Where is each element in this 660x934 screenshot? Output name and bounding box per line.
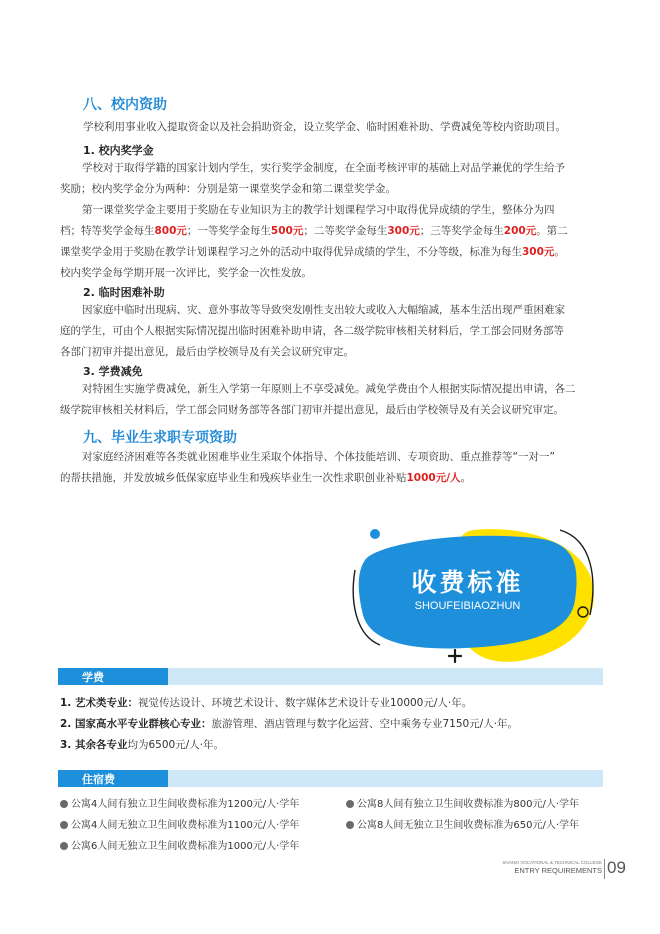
- dorm-header: 住宿费: [82, 773, 115, 786]
- tuition-header: 学费: [82, 671, 104, 684]
- section-8-title: 八、校内资助: [83, 97, 167, 113]
- dorm-item: 公寓4人间无独立卫生间收费标准为1100元/人·学年: [60, 816, 299, 831]
- section-9-paragraph: 对家庭经济困难等各类就业困难毕业生采取个体指导、个体技能培训、专项资助、重点推荐等“一对一” 的帮扶措施，并发放城乡低保家庭毕业生和残疾毕业生一次性求职创业补贴1000元/人。: [60, 451, 555, 484]
- job-subsidy-amount: 1000元/人: [406, 472, 461, 484]
- tuition-header-bar: [58, 668, 603, 685]
- amount-third: 200元: [503, 225, 537, 237]
- banner-title: 收费标准: [411, 568, 524, 597]
- dorm-item: 公寓4人间有独立卫生间收费标准为1200元/人·学年: [60, 795, 299, 810]
- footer-college: SHANXI VOCATIONAL & TECHNICAL COLLEGE: [502, 860, 602, 865]
- footer-divider: [604, 859, 605, 879]
- tuition-waiver-paragraph: 对特困生实施学费减免，新生入学第一年原则上不享受减免。减免学费由个人根据实际情况提出申请，各二 级学院审核相关材料后，学工部会同财务部等各部门初审并提出意见，最后由学校领导及有关会议研究审定。: [60, 383, 576, 416]
- tuition-item: 3. 其余各专业均为6500元/人·年。: [60, 739, 225, 751]
- bullet-icon: [346, 821, 354, 829]
- bullet-icon: [346, 800, 354, 808]
- bullet-icon: [60, 821, 68, 829]
- scholarship-heading: 1. 校内奖学金: [83, 144, 154, 157]
- tuition-item: 2. 国家高水平专业群核心专业：旅游管理、酒店管理与数字化运营、空中乘务专业7150元/人·年。: [60, 718, 519, 730]
- dorm-item: 公寓8人间无独立卫生间收费标准为650元/人·学年: [346, 816, 579, 831]
- hardship-heading: 2. 临时困难补助: [83, 286, 165, 299]
- page-number: 09: [607, 858, 626, 877]
- section-9-title: 九、毕业生求职专项资助: [83, 430, 237, 446]
- amount-first: 500元: [270, 225, 304, 237]
- amount-second-class: 300元: [522, 246, 555, 258]
- banner-dot: [370, 529, 380, 539]
- dorm-header-bar: [58, 770, 603, 787]
- bullet-icon: [60, 800, 68, 808]
- amount-second: 300元: [387, 225, 420, 237]
- tuition-item: 1. 艺术类专业：视觉传达设计、环境艺术设计、数字媒体艺术设计专业10000元/人·年。: [60, 697, 473, 709]
- dorm-item: 公寓6人间无独立卫生间收费标准为1000元/人·学年: [60, 837, 299, 852]
- scholarship-amounts-line: 档；特等奖学金每生800元；一等奖学金每生500元；二等奖学金每生300元；三等奖学金每生200元。第二: [60, 225, 568, 237]
- footer-section: ENTRY REQUIREMENTS: [514, 866, 602, 875]
- bullet-icon: [60, 842, 68, 850]
- tuition-waiver-heading: 3. 学费减免: [83, 365, 143, 378]
- banner-subtitle: SHOUFEIBIAOZHUN: [414, 600, 521, 612]
- section-8-intro: 学校利用事业收入提取资金以及社会捐助资金，设立奖学金、临时困难补助、学费减免等校内资助项目。: [83, 121, 566, 133]
- hardship-paragraph: 因家庭中临时出现病、灾、意外事故等导致突发刚性支出较大或收入大幅缩减，基本生活出现严重困难家 庭的学生，可由个人根据实际情况提出临时困难补助申请，各二级学院审核相关材料后，学工部会同财务部等 各部门初审并提出意见，最后由学校领导及有关会议研究审定。: [60, 304, 565, 358]
- plus-icon: [449, 650, 461, 662]
- amount-special: 800元: [154, 225, 187, 237]
- scholarship-paragraph: 学校对于取得学籍的国家计划内学生，实行奖学金制度，在全面考核评审的基础上对品学兼优的学生给予 奖励；校内奖学金分为两种：分别是第一课堂奖学金和第二课堂奖学金。 第一课堂奖学金主要用于奖励在专业知识为主的教学计划课程学习中取得优异成绩的学生，整体分为四 档；特等奖学金每生800元；一等奖学金每生500元；二等奖学金每生300元；三等奖学金每生200元。第二 课堂奖学金用于奖励在教学计划课程学习之外的活动中取得优异成绩的学生，不分等级，标准为每生300元。 校内奖学金每学期开展一次评比，奖学金一次性发放。: [60, 158, 605, 284]
- dorm-item: 公寓8人间有独立卫生间收费标准为800元/人·学年: [346, 795, 579, 810]
